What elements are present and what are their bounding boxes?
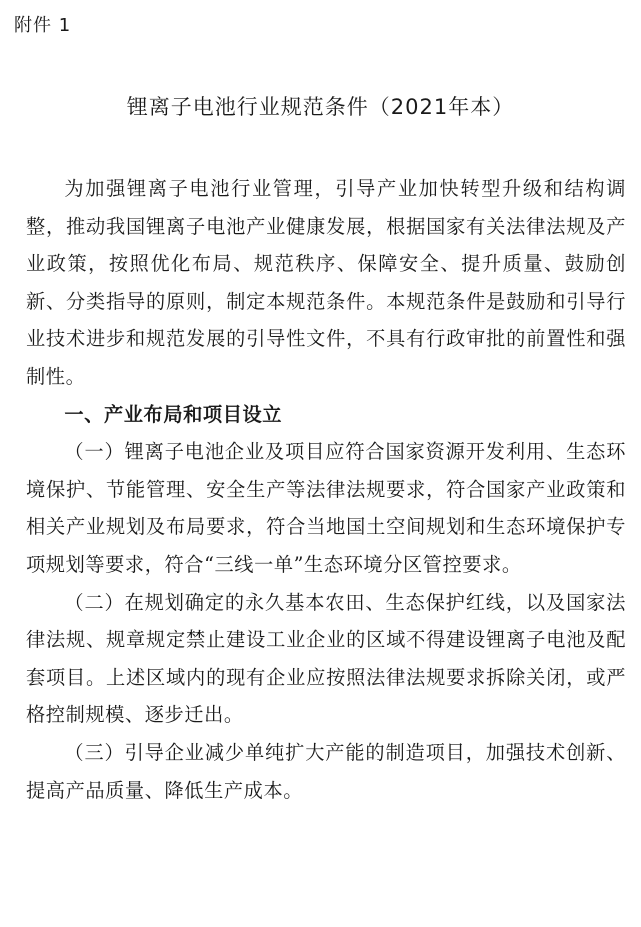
intro-paragraph: 为加强锂离子电池行业管理，引导产业加快转型升级和结构调整，推动我国锂离子电池产业健康发展，根据国家有关法律法规及产业政策，按照优化布局、规范秩序、保障安全、提升质量、鼓励创新、分类指导的原则，制定本规范条件。本规范条件是鼓励和引导行业技术进步和规范发展的引导性文件，不具有行政审批的前置性和强制性。 bbox=[26, 177, 626, 388]
clause-3: （三）引导企业减少单纯扩大产能的制造项目，加强技术创新、提高产品质量、降低生产成本。 bbox=[26, 740, 626, 802]
document-title: 锂离子电池行业规范条件（2021年本） bbox=[126, 95, 515, 119]
clause-1: （一）锂离子电池企业及项目应符合国家资源开发利用、生态环境保护、节能管理、安全生产等法律法规要求，符合国家产业政策和相关产业规划及布局要求，符合当地国土空间规划和生态环境保护专项规划等要求，符合“三线一单”生态环境分区管控要求。 bbox=[26, 440, 626, 576]
section-heading-1: 一、产业布局和项目设立 bbox=[64, 402, 283, 426]
document-body bbox=[26, 170, 626, 809]
clause-2: （二）在规划确定的永久基本农田、生态保护红线，以及国家法律法规、规章规定禁止建设工业企业的区域不得建设锂离子电池及配套项目。上述区域内的现有企业应按照法律法规要求拆除关闭，或严格控制规模、逐步迁出。 bbox=[26, 590, 626, 727]
attachment-label: 附件 1 bbox=[14, 15, 72, 36]
